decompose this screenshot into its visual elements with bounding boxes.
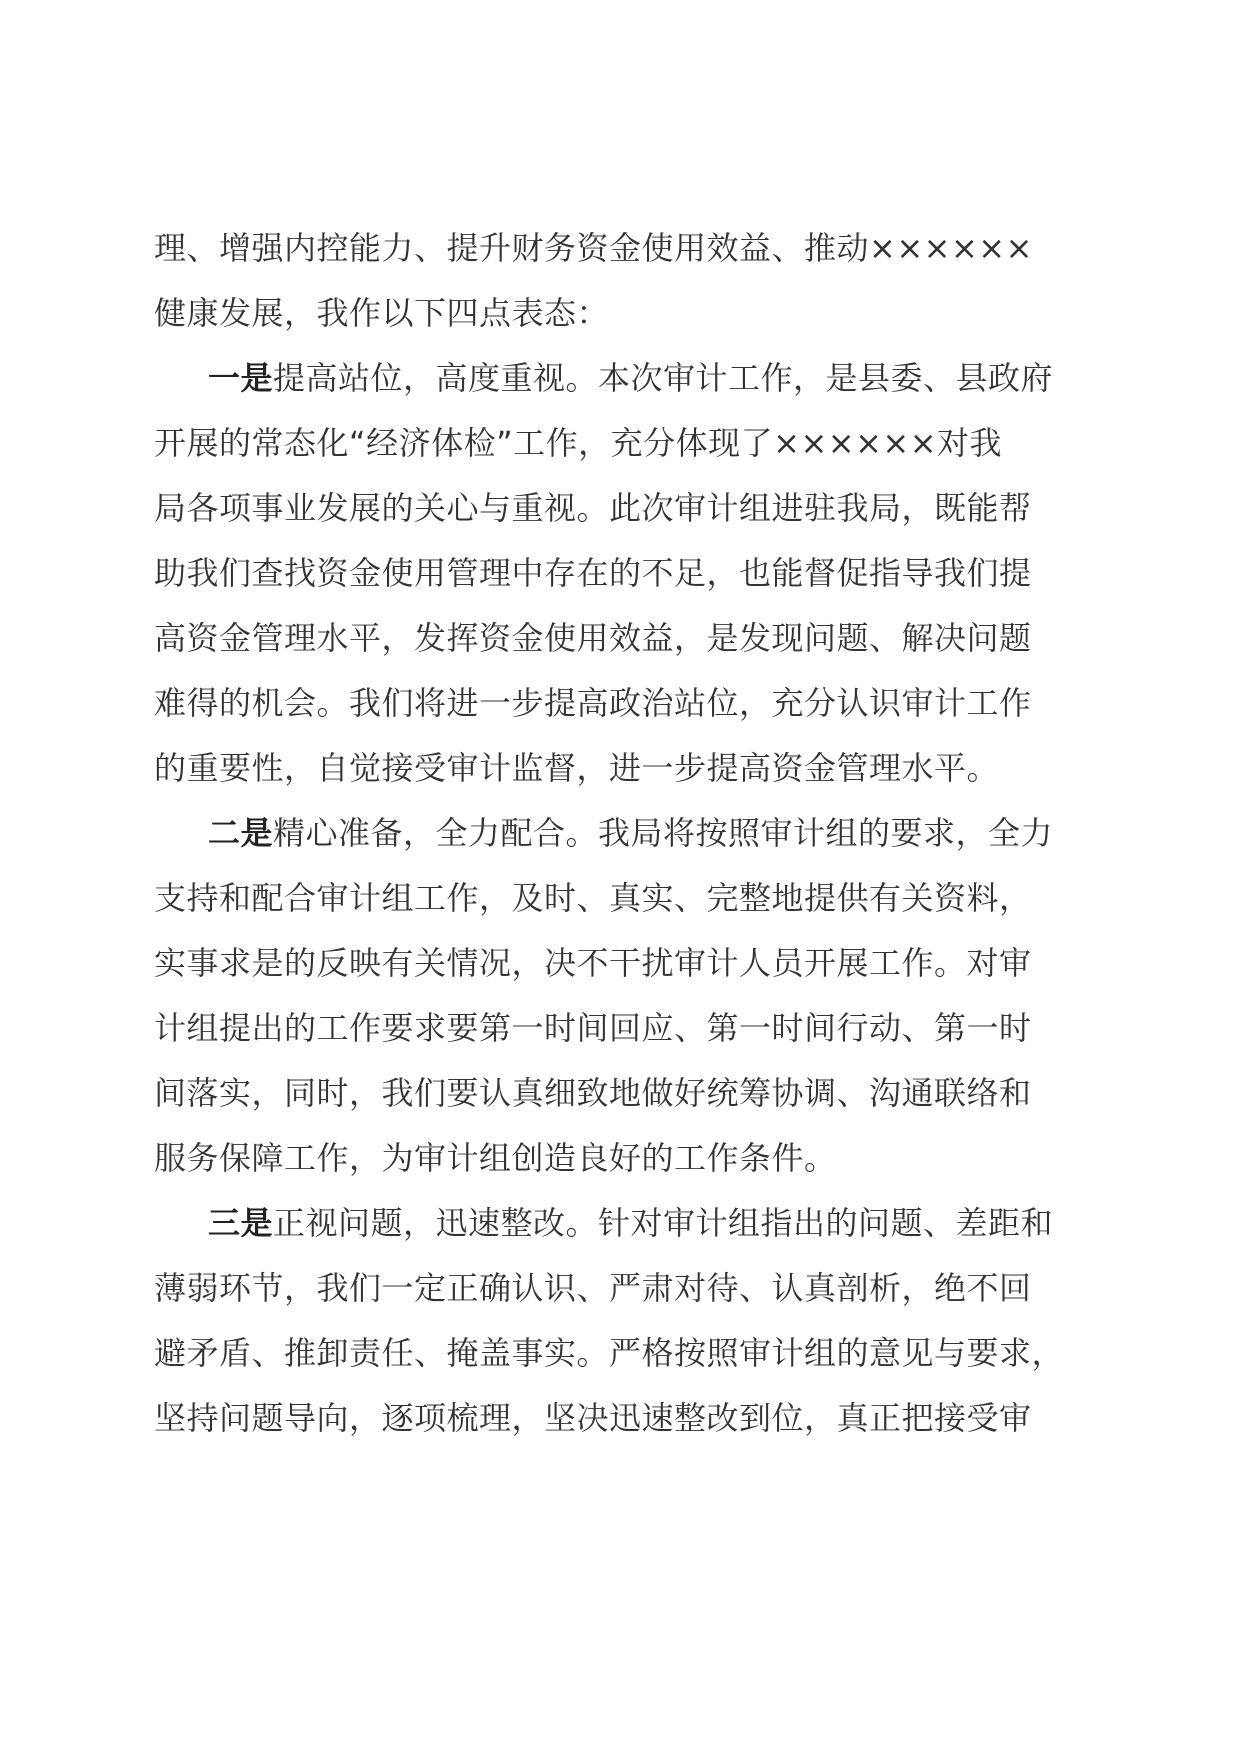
text-line: 服务保障工作，为审计组创造良好的工作条件。	[154, 1139, 837, 1177]
point-first-line	[154, 346, 1084, 411]
point-lead-label: 一是	[208, 359, 274, 397]
text-line: 避矛盾、推卸责任、掩盖事实。严格按照审计组的意见与要求，	[154, 1334, 1065, 1372]
text-line: 薄弱环节，我们一定正确认识、严肃对待、认真剖析，绝不回	[154, 1269, 1032, 1307]
point-paragraph-3	[154, 1191, 1084, 1451]
text-line: 实事求是的反映有关情况，决不干扰审计人员开展工作。对审	[154, 944, 1032, 982]
point-first-line	[154, 801, 1084, 866]
point-lead-label: 三是	[208, 1204, 274, 1242]
text-line: 开展的常态化“经济体检”工作，充分体现了××××××对我	[154, 424, 1003, 462]
text-line: 理、增强内控能力、提升财务资金使用效益、推动××××××	[154, 229, 1033, 267]
point-first-line-text: 提高站位，高度重视。本次审计工作，是县委、县政府	[273, 359, 1054, 397]
point-first-line	[154, 1191, 1084, 1256]
text-line: 高资金管理水平，发挥资金使用效益，是发现问题、解决问题	[154, 619, 1032, 657]
text-line: 助我们查找资金使用管理中存在的不足，也能督促指导我们提	[154, 554, 1032, 592]
intro-paragraph	[154, 216, 1084, 346]
point-paragraph-1	[154, 346, 1084, 801]
point-lead-label: 二是	[208, 814, 274, 852]
point-first-line-text: 精心准备，全力配合。我局将按照审计组的要求，全力	[273, 814, 1054, 852]
document-body	[154, 216, 1084, 1451]
text-line: 健康发展，我作以下四点表态：	[154, 294, 610, 332]
text-line: 局各项事业发展的关心与重视。此次审计组进驻我局，既能帮	[154, 489, 1032, 527]
point-first-line-text: 正视问题，迅速整改。针对审计组指出的问题、差距和	[273, 1204, 1054, 1242]
text-line: 计组提出的工作要求要第一时间回应、第一时间行动、第一时	[154, 1009, 1032, 1047]
point-paragraph-2	[154, 801, 1084, 1191]
text-line: 坚持问题导向，逐项梳理，坚决迅速整改到位，真正把接受审	[154, 1399, 1032, 1437]
text-line: 支持和配合审计组工作，及时、真实、完整地提供有关资料，	[154, 879, 1032, 917]
text-line: 难得的机会。我们将进一步提高政治站位，充分认识审计工作	[154, 684, 1032, 722]
text-line: 的重要性，自觉接受审计监督，进一步提高资金管理水平。	[154, 749, 1000, 787]
text-line: 间落实，同时，我们要认真细致地做好统筹协调、沟通联络和	[154, 1074, 1032, 1112]
